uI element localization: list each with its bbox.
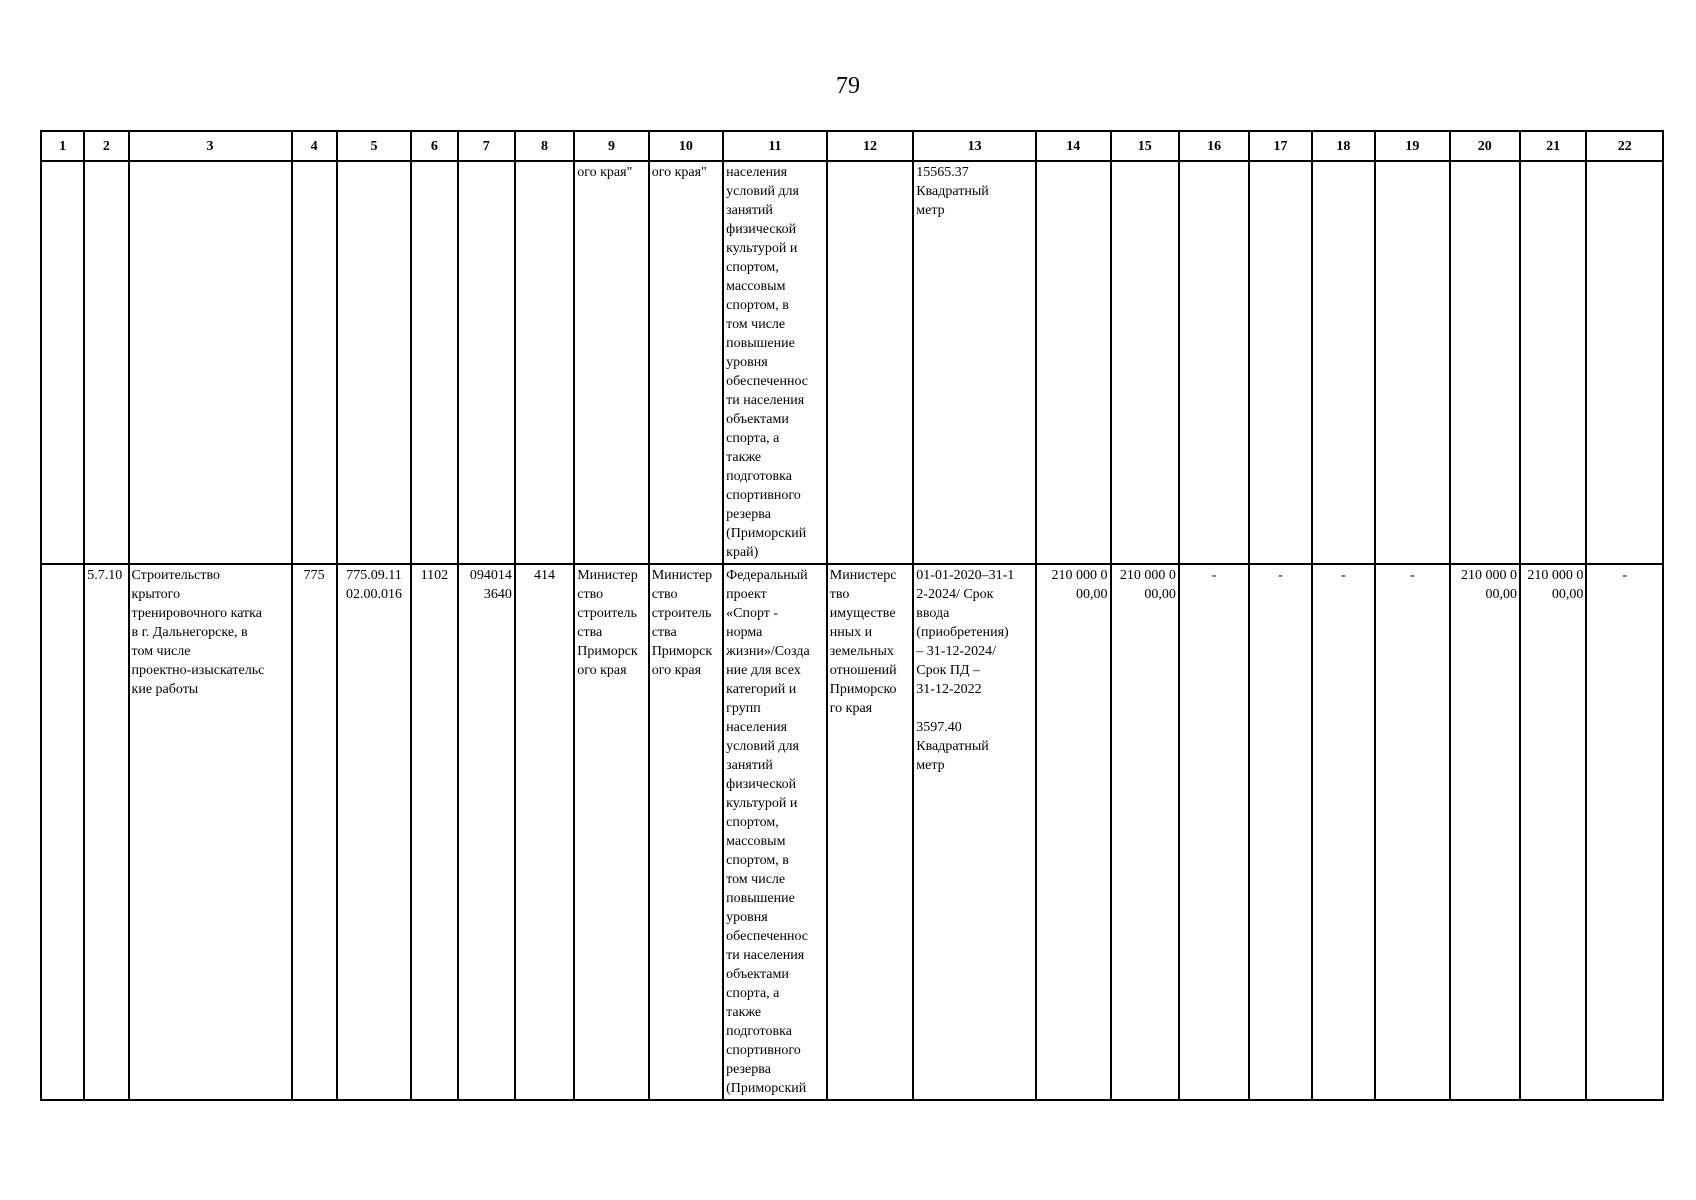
table-cell — [515, 161, 574, 564]
table-cell — [827, 161, 914, 564]
amount-cell: 210 000 0 00,00 — [1520, 564, 1586, 1100]
col-header: 4 — [292, 131, 337, 161]
table-cell: 775.09.11 02.00.016 — [337, 564, 411, 1100]
item-number-cell: 5.7.10 — [84, 564, 128, 1100]
col-header: 14 — [1036, 131, 1110, 161]
col-header: 11 — [723, 131, 827, 161]
table-cell — [41, 161, 84, 564]
table-cell: 1102 — [411, 564, 457, 1100]
col-header: 21 — [1520, 131, 1586, 161]
table-cell — [1036, 161, 1110, 564]
page-number: 79 — [836, 73, 860, 99]
col-header: 8 — [515, 131, 574, 161]
table-cell — [411, 161, 457, 564]
table-cell: ого края" — [574, 161, 648, 564]
col-header: 9 — [574, 131, 648, 161]
table-cell: - — [1312, 564, 1375, 1100]
table-cell — [1520, 161, 1586, 564]
table-cell — [458, 161, 515, 564]
col-header: 22 — [1586, 131, 1663, 161]
table-cell: 094014 3640 — [458, 564, 515, 1100]
dates-cell: 01-01-2020–31-1 2-2024/ Срок ввода (приобретения) – 31-12-2024/ Срок ПД – 31-12-2022 3597.40 Квадратный метр — [913, 564, 1036, 1100]
table-cell: населения условий для занятий физической культурой и спортом, массовым спортом, в том числе повышение уровня обеспеченнос ти населения объектами спорта, а также подготовка спортивного резерва (Приморский край) — [723, 161, 827, 564]
table-cell — [129, 161, 292, 564]
col-header: 7 — [458, 131, 515, 161]
col-header: 16 — [1179, 131, 1249, 161]
table-cell: Министер ство строитель ства Приморск ого края — [649, 564, 723, 1100]
col-header: 18 — [1312, 131, 1375, 161]
table-cell: 414 — [515, 564, 574, 1100]
table-row — [41, 161, 1663, 564]
budget-table — [40, 130, 1664, 1101]
col-header: 12 — [827, 131, 914, 161]
table-cell — [1375, 161, 1449, 564]
table-cell — [1179, 161, 1249, 564]
amount-cell: 210 000 0 00,00 — [1036, 564, 1110, 1100]
table-cell: 15565.37 Квадратный метр — [913, 161, 1036, 564]
table-cell: - — [1249, 564, 1311, 1100]
table-cell — [41, 564, 84, 1100]
col-header: 10 — [649, 131, 723, 161]
table-cell — [1312, 161, 1375, 564]
col-header: 5 — [337, 131, 411, 161]
table-cell — [1111, 161, 1179, 564]
table-cell — [1586, 161, 1663, 564]
table-cell: Министер ство строитель ства Приморск ого края — [574, 564, 648, 1100]
col-header: 19 — [1375, 131, 1449, 161]
table-header-row — [41, 131, 1663, 161]
col-header: 13 — [913, 131, 1036, 161]
table-row — [41, 564, 1663, 1100]
table-cell: - — [1375, 564, 1449, 1100]
col-header: 15 — [1111, 131, 1179, 161]
table-cell: 775 — [292, 564, 337, 1100]
table-cell — [1249, 161, 1311, 564]
table-cell — [292, 161, 337, 564]
table-cell — [1450, 161, 1520, 564]
col-header: 20 — [1450, 131, 1520, 161]
table-cell — [337, 161, 411, 564]
table-cell — [84, 161, 128, 564]
amount-cell: 210 000 0 00,00 — [1111, 564, 1179, 1100]
col-header: 3 — [129, 131, 292, 161]
project-description-cell: Федеральный проект «Спорт - норма жизни»/Созда ние для всех категорий и групп населения условий для занятий физической культурой и спортом, массовым спортом, в том числе повышение уровня обеспеченнос ти населения объектами спорта, а также подготовка спортивного резерва (Приморский — [723, 564, 827, 1100]
table-cell: - — [1586, 564, 1663, 1100]
table-cell: - — [1179, 564, 1249, 1100]
amount-cell: 210 000 0 00,00 — [1450, 564, 1520, 1100]
col-header: 6 — [411, 131, 457, 161]
col-header: 1 — [41, 131, 84, 161]
table-cell: ого края" — [649, 161, 723, 564]
col-header: 17 — [1249, 131, 1311, 161]
object-name-cell: Строительство крытого тренировочного катка в г. Дальнегорске, в том числе проектно-изыскательс кие работы — [129, 564, 292, 1100]
table-cell: Министерс тво имуществе нных и земельных отношений Приморско го края — [827, 564, 914, 1100]
col-header: 2 — [84, 131, 128, 161]
